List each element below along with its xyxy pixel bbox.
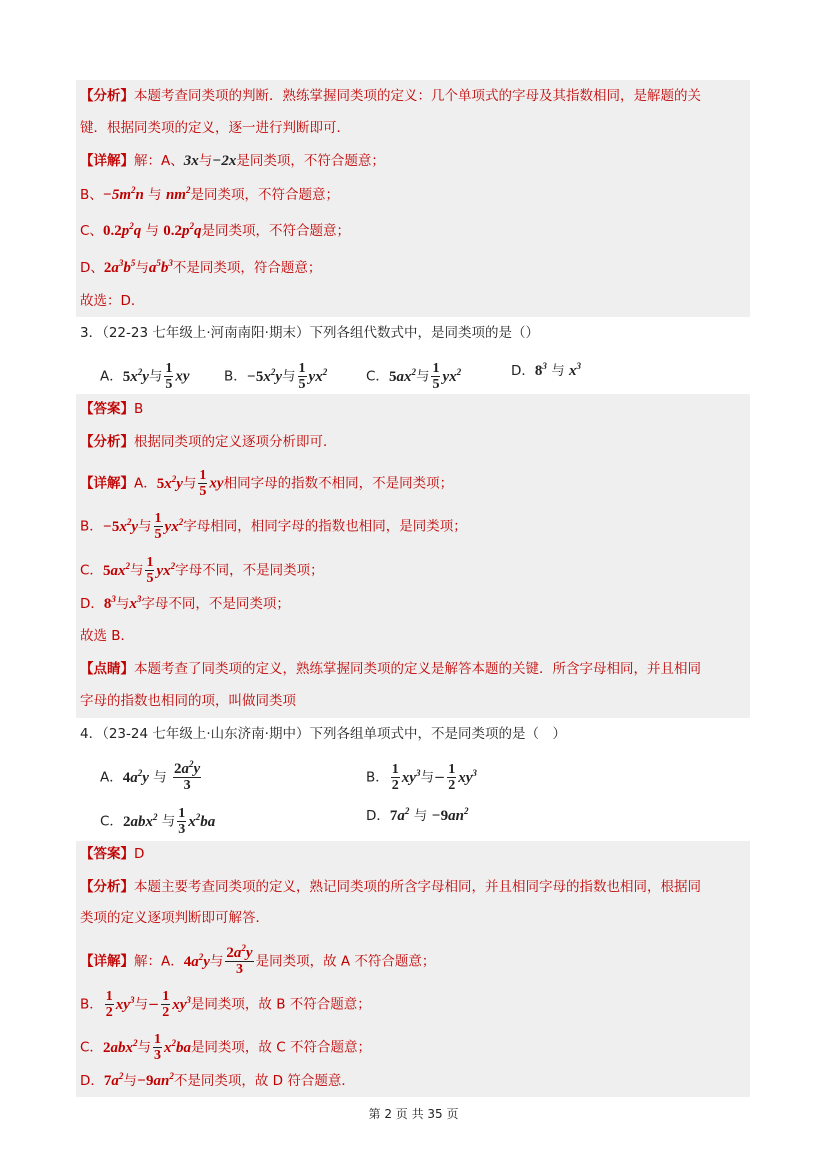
math-expression: 2abx$^2$ — [102, 1037, 138, 1056]
q3-detail-c: C．$5ax^2$与 $\frac{1}{5}$ $yx^2$字母不同，不是同类项； — [80, 555, 324, 586]
q3-comment-line-1: 【点睛】本题考查了同类项的定义，熟练掌握同类项的定义是解答本题的关键．所含字母相同，并且相同 — [80, 661, 701, 677]
q3-detail-a: 【详解】A．$5x^2y$与 $\frac{1}{5}$ xy相同字母的指数不相同，不是同类项； — [80, 468, 454, 499]
q3-choice: 故选 B． — [80, 628, 135, 644]
q3-comment-line-2: 字母的指数也相同的项，叫做同类项 — [80, 693, 296, 709]
math-expression: $5ax^2$ — [388, 366, 416, 385]
q2-choice: 故选：D． — [80, 293, 145, 309]
page-footer: 第 2 页 共 35 页 — [368, 1107, 459, 1121]
math-expression: $-5x^2y$ — [102, 516, 139, 535]
q3-stem: 3．（22-23 七年级上·河南南阳·期末）下列各组代数式中，是同类项的是（） — [80, 325, 539, 341]
q4-option-c: C．2abx$^2$ 与 $\frac{1}{3}$ $x^2ba$ — [100, 806, 216, 837]
fraction: $\frac{1}{5}$ — [298, 361, 306, 392]
q2-detail-a: 【详解】解：A、3x与−2x是同类项，不符合题意； — [80, 153, 385, 169]
q4-analysis-line-1: 【分析】本题主要考查同类项的定义，熟记同类项的所含字母相同，并且相同字母的指数也相同，根据同 — [80, 879, 701, 895]
fraction: $\frac{1}{2}$ — [162, 989, 170, 1020]
q4-detail-a: 【详解】解：A．$4a^2y$与 $\frac{2a^2y}{3}$ 是同类项，故 A 不符合题意； — [80, 943, 436, 977]
q3-detail-b: B．$-5x^2y$与 $\frac{1}{5}$ $yx^2$字母相同，相同字母的指数也相同，是同类项； — [80, 511, 467, 542]
fraction: $\frac{2a^2y}{3}$ — [226, 943, 253, 977]
fraction: $\frac{1}{5}$ — [432, 361, 440, 392]
math-expression: $nm^2$ — [165, 185, 191, 203]
fraction: $\frac{1}{5}$ — [154, 511, 162, 542]
q3-detail-d: D．$8^3$与$x^3$字母不同，不是同类项； — [80, 594, 290, 612]
math-expression: $7a^2$ — [389, 806, 410, 824]
math-expression: $5x^2y$ — [156, 473, 183, 492]
math-expression: $4a^2y$ — [122, 767, 149, 786]
fraction: $\frac{1}{2}$ — [391, 762, 399, 793]
q4-option-b: B． $\frac{1}{2}$ $xy^3$与− $\frac{1}{2}$ $xy^3$ — [366, 762, 477, 793]
math-expression: $0.2p^2q$ — [163, 221, 202, 239]
math-expression: $5ax^2$ — [102, 560, 130, 579]
math-expression: $8^3$ — [534, 361, 547, 379]
q4-detail-d: D．$7a^2$与$-9an^2$不是同类项，故 D 符合题意． — [80, 1071, 355, 1089]
q4-stem: 4．（23-24 七年级上·山东济南·期中）下列各组单项式中，不是同类项的是（ ） — [80, 726, 566, 742]
q3-analysis: 【分析】根据同类项的定义逐项分析即可． — [80, 434, 337, 450]
math-expression: 2abx$^2$ — [122, 811, 158, 830]
fraction: $\frac{1}{5}$ — [165, 361, 173, 392]
q2-analysis-line-1: 【分析】本题考查同类项的判断．熟练掌握同类项的定义：几个单项式的字母及其指数相同，是解题的关 — [80, 88, 701, 104]
fraction: $\frac{2a^2y}{3}$ — [174, 759, 201, 793]
q4-analysis-line-2: 类项的定义逐项判断即可解答． — [80, 910, 269, 926]
math-expression: $a^5b^3$ — [148, 258, 173, 276]
q2-detail-d: D、$2a^3b^5$与$a^5b^3$不是同类项，符合题意； — [80, 258, 322, 276]
q3-option-d: D．$8^3$ 与 $x^3$ — [511, 361, 581, 379]
fraction: $\frac{1}{5}$ — [199, 468, 207, 499]
fraction: $\frac{1}{3}$ — [153, 1032, 161, 1063]
q4-detail-c: C．2abx$^2$与 $\frac{1}{3}$ $x^2ba$是同类项，故 C 不符合题意； — [80, 1032, 371, 1063]
math-expression: $2a^3b^5$ — [103, 258, 136, 276]
q4-option-a: A．$4a^2y$ 与 $\frac{2a^2y}{3}$ — [100, 759, 201, 793]
fraction: $\frac{1}{3}$ — [178, 806, 186, 837]
math-expression: $5x^2y$ — [122, 366, 149, 385]
q3-answer: 【答案】B — [80, 401, 144, 417]
math-expression: $8^3$ — [103, 594, 116, 612]
math-expression: $-5m^2n$ — [102, 185, 144, 203]
q3-option-a: A．$5x^2y$与 $\frac{1}{5}$ xy — [100, 361, 190, 392]
q4-answer: 【答案】D — [80, 846, 145, 862]
math-expression: $7a^2$ — [103, 1071, 124, 1089]
fraction: $\frac{1}{5}$ — [146, 555, 154, 586]
q2-detail-c: C、$0.2p^2q$ 与 $0.2p^2q$是同类项，不符合题意； — [80, 221, 351, 239]
q2-analysis-line-2: 键．根据同类项的定义，逐一进行判断即可． — [80, 120, 350, 136]
math-expression: $0.2p^2q$ — [102, 221, 142, 239]
q4-option-d: D．$7a^2$ 与 $-9an^2$ — [366, 806, 469, 824]
q3-option-c: C．$5ax^2$与 $\frac{1}{5}$ $yx^2$ — [366, 361, 462, 392]
q2-detail-b: B、$-5m^2n$ 与 $nm^2$是同类项，不符合题意； — [80, 185, 339, 203]
fraction: $\frac{1}{2}$ — [105, 989, 113, 1020]
q4-detail-b: B． $\frac{1}{2}$ $xy^3$与− $\frac{1}{2}$ $xy^3$是同类项，故 B 不符合题意； — [80, 989, 371, 1020]
fraction: $\frac{1}{2}$ — [448, 762, 456, 793]
math-expression: $4a^2y$ — [183, 951, 210, 970]
math-expression: $-5x^2y$ — [246, 366, 283, 385]
q3-option-b: B．$-5x^2y$与 $\frac{1}{5}$ $yx^2$ — [224, 361, 328, 392]
